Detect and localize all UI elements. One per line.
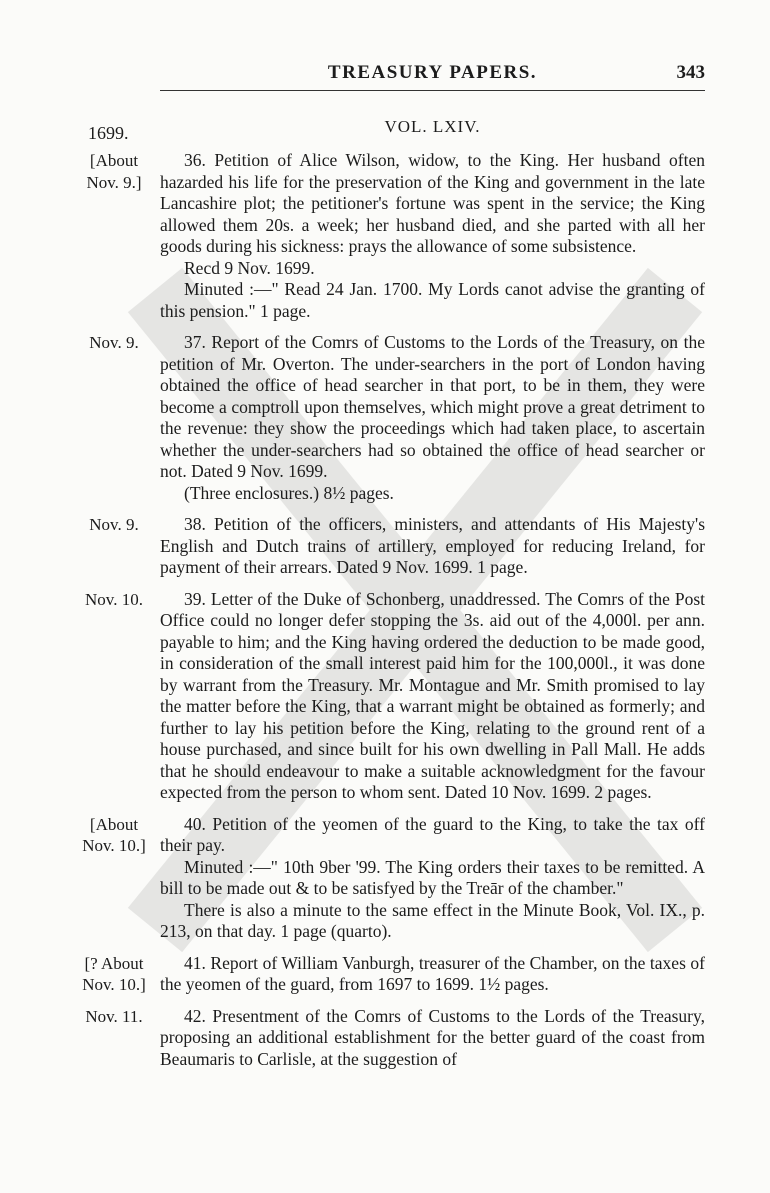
entry-paragraph: 38. Petition of the officers, ministers, and attendants of His Majesty's English and Dutch trains of artillery, employed for reducing Ireland, for payment of their arrears. Dated 9 Nov. 1699. 1 page. [160, 514, 705, 577]
year-label: 1699. [88, 123, 129, 143]
entry-41 [0, 953, 770, 996]
entry-paragraph: 41. Report of William Vanburgh, treasurer of the Chamber, on the taxes of the yeomen of the guard, from 1697 to 1699. 1½ pages. [160, 952, 705, 994]
date-text: Nov. 9. [89, 515, 139, 534]
entry-date [70, 953, 158, 996]
minute-note: Minuted :—" Read 24 Jan. 1700. My Lords canot advise the granting of this pension." 1 page. [160, 279, 705, 321]
entry-paragraph: 39. Letter of the Duke of Schonberg, unaddressed. The Comrs of the Post Office could no longer defer stopping the 3s. aid out of the 4,000l. per ann. payable to him; and the King having ordered the deduction to be made good, in consideration of the small interest paid him for the 100,000l., it was done by warrant from the Treasury. Mr. Montague and Mr. Smith promised to lay the matter before the King, that a warrant might be obtained as formerly; and further to lay his petition before the King, relating to the ground rent of a house purchased, and since built for his own dwelling in Pall Mall. He adds that he should endeavour to make a suitable acknowledgment for the favour expected from the person to whom sent. Dated 10 Nov. 1699. 2 pages. [160, 588, 705, 802]
date-text: [About Nov. 10.] [82, 814, 146, 855]
minute-note: Minuted :—" 10th 9ber '99. The King orders their taxes to be remitted. A bill to be made out & to be satisfyed by the Treār of the chamber." [160, 856, 705, 898]
entry-40 [0, 814, 770, 943]
entry-paragraph: 42. Presentment of the Comrs of Customs to the Lords of the Treasury, proposing an additional establishment for the better guard of the coast from Beaumaris to Carlisle, at the suggestion of [160, 1005, 705, 1069]
entry-date [70, 514, 158, 536]
entry-date [70, 150, 158, 193]
date-text: [? About Nov. 10.] [82, 953, 146, 994]
entry-39 [0, 589, 770, 804]
entry-body [160, 514, 705, 579]
running-title: TREASURY PAPERS. [327, 62, 538, 83]
entry-42 [0, 1006, 770, 1071]
entry-body [160, 589, 705, 804]
received-note: Recd 9 Nov. 1699. [184, 257, 315, 278]
minute-book-note: There is also a minute to the same effect in the Minute Book, Vol. IX., p. 213, on that day. 1 page (quarto). [160, 899, 705, 941]
entries-list [0, 150, 770, 1080]
entry-date [70, 814, 158, 857]
date-text: [About Nov. 9.] [86, 151, 142, 192]
entry-body [160, 332, 705, 504]
page-header [160, 62, 705, 91]
entry-36 [0, 150, 770, 322]
volume-heading: VOL. LXIV. [384, 117, 481, 136]
entry-body [160, 814, 705, 943]
date-text: Nov. 10. [85, 589, 143, 609]
date-text: Nov. 11. [85, 1006, 143, 1026]
page-number: 343 [676, 62, 705, 83]
entry-date [70, 589, 158, 611]
entry-paragraph: 36. Petition of Alice Wilson, widow, to the King. Her husband often hazarded his life for the preservation of the King and government in the late Lancashire plot; the petitioner's fortune was spent in the service; the King allowed them 20s. a week; her husband died, and she parted with all her goods during his sickness: prays the allowance of some subsistence. [160, 150, 705, 256]
entry-body [160, 150, 705, 322]
entry-body [160, 953, 705, 996]
entry-date [70, 332, 158, 354]
entry-37 [0, 332, 770, 504]
entry-paragraph: 40. Petition of the yeomen of the guard to the King, to take the tax off their pay. [160, 813, 705, 855]
date-text: Nov. 9. [89, 333, 139, 352]
enclosures-note: (Three enclosures.) 8½ pages. [184, 482, 394, 503]
entry-body [160, 1006, 705, 1071]
entry-paragraph: 37. Report of the Comrs of Customs to the Lords of the Treasury, on the petition of Mr. Overton. The under-searchers in the port of London having obtained the office of head searcher in that port, to be in them, they were become a comptroll upon themselves, which might prove a great detriment to the revenue: they show the proceedings which had taken place, to ascertain whether the under-searchers had so obtained the office of head searcher or not. Dated 9 Nov. 1699. [160, 332, 705, 481]
entry-38 [0, 514, 770, 579]
entry-date [70, 1006, 158, 1028]
